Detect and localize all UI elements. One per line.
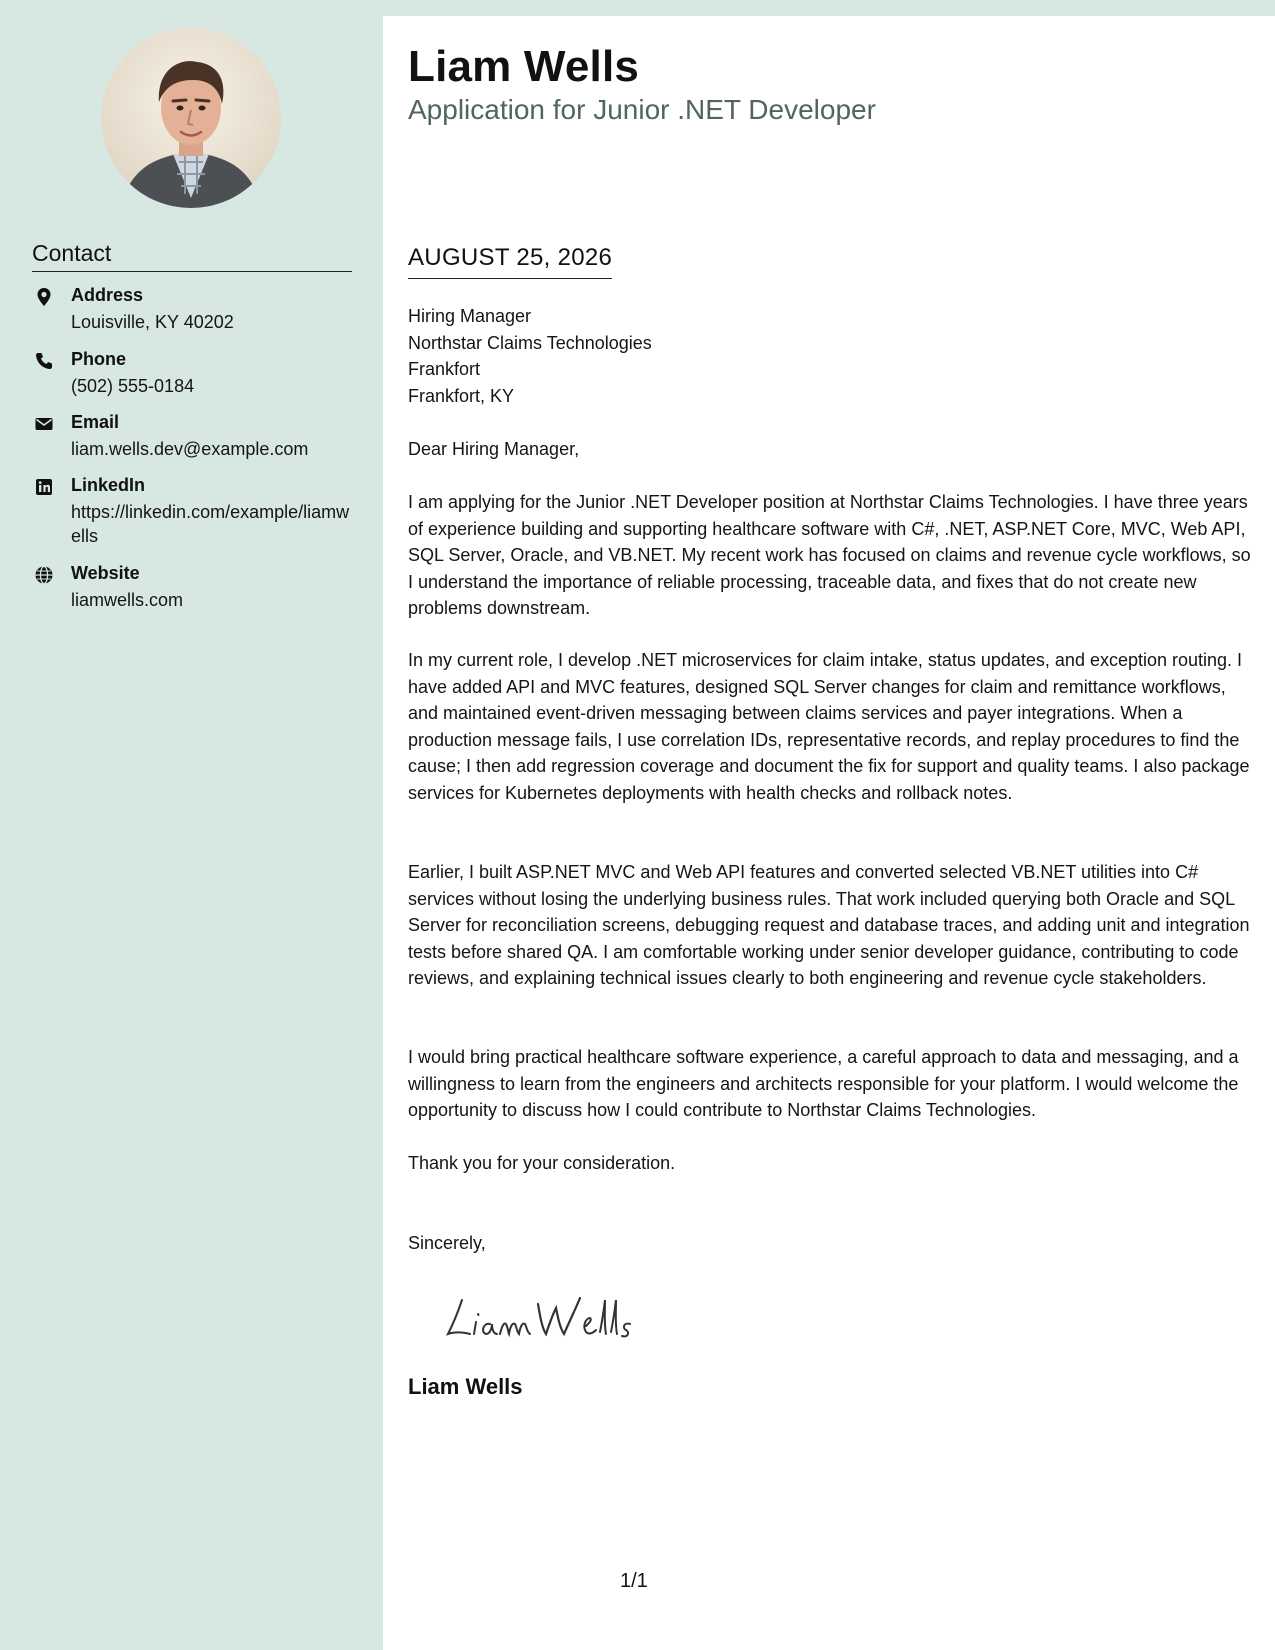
thanks-line: Thank you for your consideration. (408, 1153, 676, 1173)
map-pin-icon (34, 287, 54, 307)
linkedin-icon (34, 477, 54, 497)
letter-paragraph: Earlier, I built ASP.NET MVC and Web API features and converted selected VB.NET utilities into C# services without losing the underlying business rules. That work included querying both Oracle and SQL Server for reconciliation screens, debugging request and database traces, and adding unit and integration tests before shared QA. I am comfortable working under senior developer guidance, contributing to code reviews, and explaining technical issues clearly to both engineering and revenue cycle stakeholders. (408, 862, 1250, 988)
contact-value-email[interactable]: liam.wells.dev@example.com (71, 439, 309, 459)
contact-label-linkedin: LinkedIn (71, 475, 146, 495)
closing: Sincerely, (408, 1233, 486, 1253)
application-subtitle: Application for Junior .NET Developer (408, 94, 876, 125)
contact-value-website[interactable]: liamwells.com (71, 590, 184, 610)
contact-value-address: Louisville, KY 40202 (71, 312, 234, 332)
contact-value-linkedin[interactable]: https://linkedin.com/example/liamwells (71, 502, 350, 546)
recipient-line: Hiring Manager (408, 306, 532, 326)
recipient-line: Frankfort, KY (408, 385, 515, 406)
contact-label-website: Website (71, 563, 140, 583)
applicant-name: Liam Wells (408, 42, 640, 91)
letter-paragraph: I am applying for the Junior .NET Developer position at Northstar Claims Technologies. I have three years of experience building and supporting healthcare software with C#, .NET, ASP.NET Core, MVC, Web API, SQL Server, Oracle, and VB.NET. My recent work has focused on claims and revenue cycle workflows, so I understand the importance of reliable processing, traceable data, and fixes that do not create new problems downstream. (408, 492, 1251, 618)
recipient-block (408, 303, 652, 409)
salutation: Dear Hiring Manager, (408, 439, 580, 459)
signer-name: Liam Wells (408, 1374, 523, 1399)
contact-label-phone: Phone (71, 349, 127, 369)
contact-label-email: Email (71, 412, 120, 432)
recipient-line: Northstar Claims Technologies (408, 332, 652, 353)
avatar (101, 28, 281, 208)
contact-heading: Contact (32, 240, 352, 272)
page-number: 1/1 (620, 1570, 648, 1592)
globe-icon (34, 565, 54, 585)
letter-paragraph: I would bring practical healthcare software experience, a careful approach to data and messaging, and a willingness to learn from the engineers and architects responsible for your platform. I would welcome the opportunity to discuss how I could contribute to Northstar Claims Technologies. (408, 1047, 1239, 1120)
letter-date: AUGUST 25, 2026 (408, 244, 612, 279)
envelope-icon (34, 414, 54, 434)
letter-paragraph: In my current role, I develop .NET microservices for claim intake, status updates, and exception routing. I have added API and MVC features, designed SQL Server changes for claim and remittance workflows, and maintained event-driven messaging between claims services and payer integrations. When a production message fails, I use correlation IDs, representative records, and replay procedures to find the cause; I then add regression coverage and document the fix for support and quality teams. I also package services for Kubernetes deployments with health checks and rollback notes. (408, 650, 1250, 803)
recipient-line: Frankfort (408, 359, 481, 379)
contact-value-phone: (502) 555-0184 (71, 376, 195, 396)
contact-label-address: Address (71, 285, 144, 305)
phone-icon (34, 351, 54, 371)
handwritten-signature (440, 1282, 640, 1352)
